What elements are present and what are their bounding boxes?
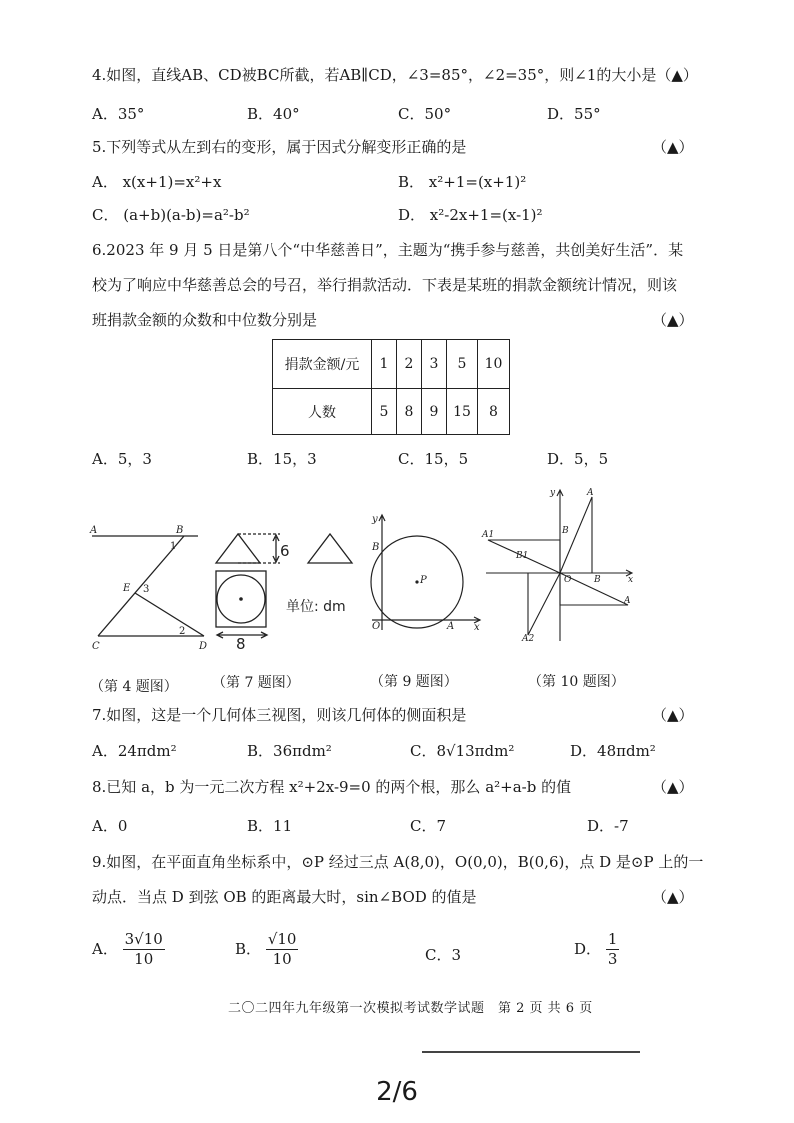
label-angle-3: 3 [143,584,150,595]
table-cell: 15 [447,389,478,435]
q5-option-c[interactable]: C． (a+b)(a-b)=a²-b² [92,206,250,224]
q9-option-b[interactable] [235,932,298,967]
q6-option-d[interactable]: D．5，5 [547,450,609,468]
label-b: B [372,542,380,553]
fraction [606,932,620,967]
label-b: B [562,526,569,536]
q8-option-b[interactable]: B．11 [247,817,293,835]
q6-option-b[interactable]: B．15，3 [247,450,317,468]
q9-line-1: 9.如图，在平面直角坐标系中，⊙P 经过三点 A(8,0)，O(0,0)，B(0,6)，点 D 是⊙P 上的一 [92,853,704,871]
label-b: B [176,525,184,536]
label-a1: A1 [482,530,495,540]
fraction [266,932,299,967]
label-dimension-8: 8 [236,635,246,650]
label-d: D [199,641,208,652]
option-letter: B． [235,940,262,958]
label-a: A [447,621,455,632]
label-b1: B1 [516,551,529,561]
donation-table [272,339,510,435]
denominator: 10 [134,950,154,968]
label-o: O [372,621,381,632]
label-a-right: A [624,596,631,606]
label-p: P [420,575,427,586]
q4-option-c[interactable]: C．50° [398,105,452,123]
label-x: x [474,622,480,633]
q7-option-a[interactable]: A．24πdm² [92,742,177,760]
side-view-triangle [308,534,352,563]
q4-option-b[interactable]: B．40° [247,105,300,123]
numerator: √10 [267,930,297,948]
table-cell: 8 [478,389,510,435]
fraction [123,932,165,967]
label-dimension-6: 6 [280,542,290,560]
q7-stem: 7.如图，这是一个几何体三视图，则该几何体的侧面积是 [92,706,467,724]
denominator: 3 [607,950,618,968]
q8-option-c[interactable]: C．7 [410,817,447,835]
q6-option-c[interactable]: C．15，5 [398,450,469,468]
label-a: A [90,525,98,536]
caption-fig-9: （第 9 题图） [370,674,458,690]
table-cell: 9 [422,389,447,435]
label-o: O [564,575,572,585]
page-footer: 二〇二四年九年级第一次模拟考试数学试题 第 2 页 共 6 页 [228,1001,593,1016]
table-cell: 2 [397,340,422,389]
q6-answer-mark: （▲） [652,311,694,329]
label-a2: A2 [522,634,535,644]
q7-answer-mark: （▲） [652,706,694,724]
label-unit: 单位: dm [286,599,346,615]
q4-option-a[interactable]: A．35° [92,105,145,123]
q6-line-3: 班捐款金额的众数和中位数分别是 [92,311,318,329]
q5-stem: 5.下列等式从左到右的变形，属于因式分解变形正确的是 [92,138,467,156]
q5-option-a[interactable]: A． x(x+1)=x²+x [92,173,222,191]
q9-option-c[interactable]: C．3 [425,946,462,964]
denominator: 10 [272,950,292,968]
label-b-axis: B [594,575,601,585]
q8-option-d[interactable]: D．-7 [587,817,629,835]
table-header-count: 人数 [273,389,372,435]
q9-line-2: 动点．当点 D 到弦 OB 的距离最大时，sin∠BOD 的值是 [92,888,477,906]
figure-q10 [478,485,640,645]
caption-fig-4: （第 4 题图） [90,679,178,695]
q9-option-d[interactable] [574,932,619,967]
option-letter: A． [92,940,118,958]
caption-fig-7: （第 7 题图） [212,675,300,691]
line-ed [135,593,204,636]
q6-option-a[interactable]: A．5，3 [92,450,152,468]
center-dot [415,580,418,583]
table-row [273,340,510,389]
center-dot [239,597,243,601]
label-y: y [372,514,378,525]
numerator: 1 [607,930,618,948]
table-cell: 1 [372,340,397,389]
table-cell: 8 [397,389,422,435]
figure-q4 [86,522,216,652]
label-x: x [628,575,634,585]
label-a: A [587,488,594,498]
caption-fig-10: （第 10 题图） [528,674,625,690]
page-number: 2/6 [376,1077,418,1107]
label-c: C [92,641,100,652]
table-cell: 5 [447,340,478,389]
q9-option-a[interactable] [92,932,165,967]
q8-stem: 8.已知 a，b 为一元二次方程 x²+2x-9=0 的两个根，那么 a²+a-b 的值 [92,778,572,796]
table-header-amount: 捐款金额/元 [273,340,372,389]
q7-option-c[interactable]: C．8√13πdm² [410,742,515,760]
q8-option-a[interactable]: A．0 [92,817,128,835]
q6-line-2: 校为了响应中华慈善总会的号召，举行捐款活动．下表是某班的捐款金额统计情况，则该 [92,276,678,294]
front-view-triangle [216,534,260,563]
q4-option-d[interactable]: D．55° [547,105,601,123]
table-cell: 3 [422,340,447,389]
q5-option-d[interactable]: D． x²-2x+1=(x-1)² [398,206,543,224]
numerator: 3√10 [124,930,163,948]
table-cell: 10 [478,340,510,389]
q6-line-1: 6.2023 年 9 月 5 日是第八个“中华慈善日”，主题为“携手参与慈善，共创美好生活”．某 [92,241,684,259]
footer-rule [422,1051,640,1053]
triangle-rot-2 [528,573,560,635]
q8-answer-mark: （▲） [652,778,694,796]
figure-q9 [364,510,486,635]
label-y: y [550,488,556,498]
q5-answer-mark: （▲） [652,138,694,156]
q7-option-b[interactable]: B．36πdm² [247,742,332,760]
q7-option-d[interactable]: D．48πdm² [570,742,656,760]
label-angle-1: 1 [170,541,177,552]
q5-option-b[interactable]: B． x²+1=(x+1)² [398,173,527,191]
table-row [273,389,510,435]
table-cell: 5 [372,389,397,435]
label-angle-2: 2 [179,626,186,637]
option-letter: D． [574,940,602,958]
q9-answer-mark: （▲） [652,888,694,906]
label-e: E [123,583,131,594]
q4-stem: 4.如图，直线AB、CD被BC所截，若AB∥CD，∠3=85°，∠2=35°，则∠1的大小是（▲） [92,66,698,84]
figure-q7 [210,525,360,650]
